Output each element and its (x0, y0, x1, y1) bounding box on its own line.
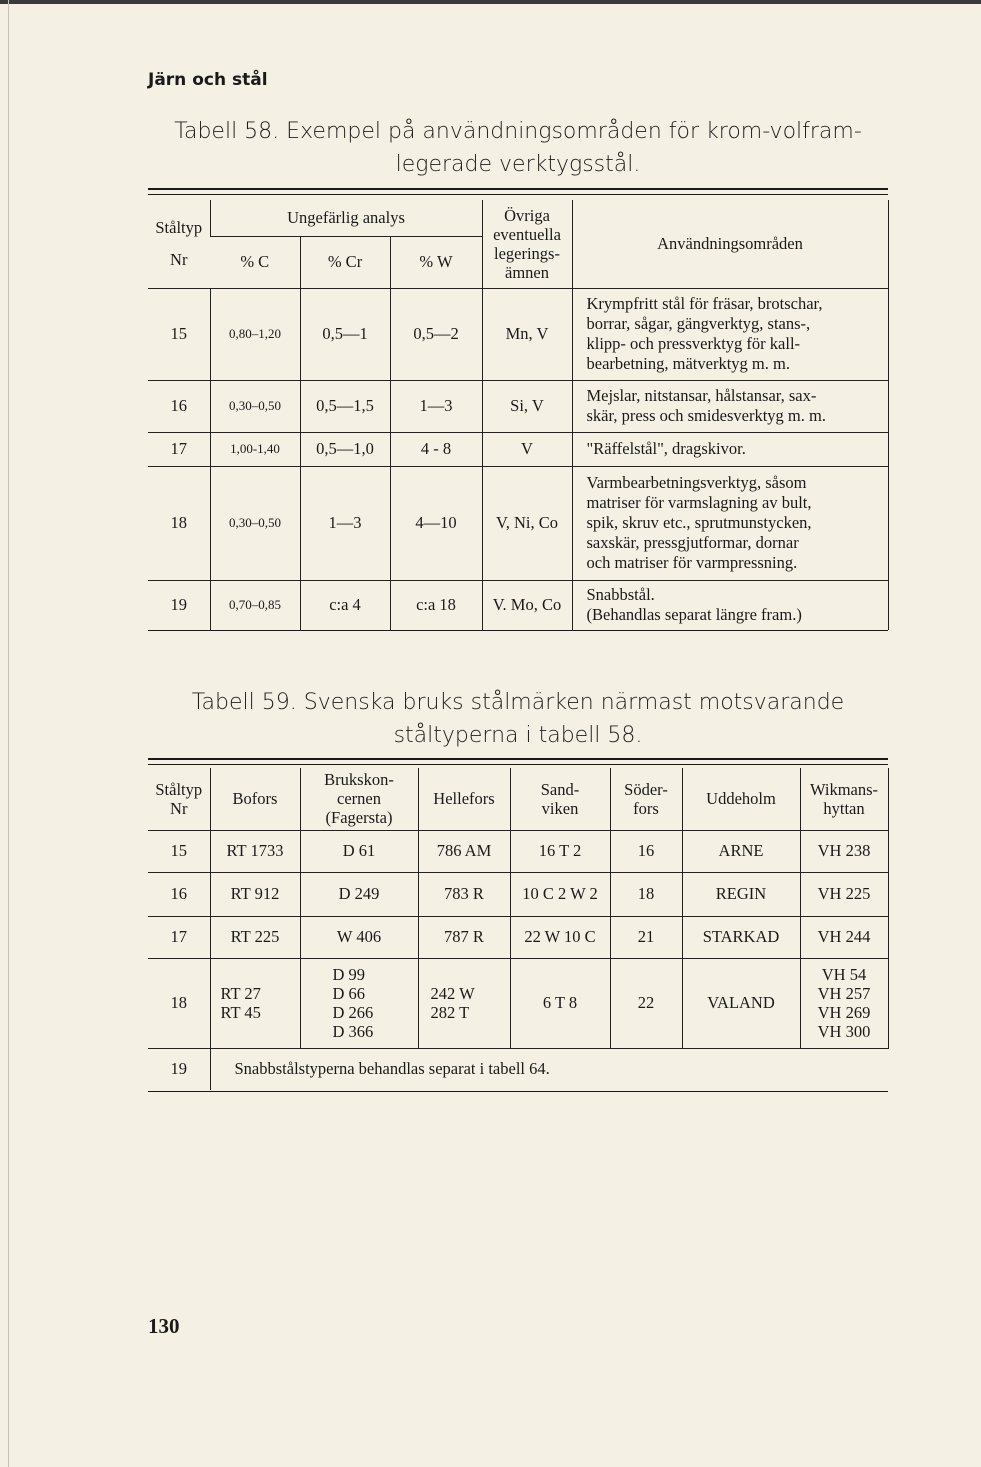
cell-bofors (210, 958, 300, 1048)
table59-caption-line2: ståltyperna i tabell 58. (393, 723, 643, 748)
cell-cr: 0,5—1 (300, 288, 390, 380)
cell-bofors: RT 225 (210, 916, 300, 958)
cell-line: VH 257 (817, 984, 871, 1003)
header-wikmanshyttan-line2: hyttan (823, 798, 865, 818)
cell-uses (572, 466, 888, 580)
cell-other: V, Ni, Co (482, 466, 572, 580)
cell-bofors: RT 912 (210, 872, 300, 916)
table59-row-17 (148, 916, 888, 958)
cell-uses (572, 432, 888, 466)
table59-bottom-rule (148, 1091, 888, 1092)
cell-sandviken: 10 C 2 W 2 (510, 872, 610, 916)
cell-line: RT 27 (220, 984, 261, 1003)
cell-fagersta: W 406 (300, 916, 418, 958)
cell-uddeholm: ARNE (682, 830, 800, 872)
use-line: saxskär, pressgjutformar, dornar (586, 533, 799, 552)
cell-line: 282 T (430, 1003, 470, 1022)
table59-top-rule (148, 758, 888, 760)
cell-other: V (482, 432, 572, 466)
cell-sandviken: 16 T 2 (510, 830, 610, 872)
cell-nr: 15 (148, 288, 210, 380)
use-line: och matriser för varmpressning. (586, 553, 798, 572)
table59-row-19 (148, 1048, 888, 1090)
cell-w: 0,5—2 (390, 288, 482, 380)
header-staltyp-line1: Ståltyp (155, 779, 203, 799)
table59-top-rule-thin (148, 764, 888, 765)
cell-c: 1,00-1,40 (210, 432, 300, 466)
cell-fagersta (300, 958, 418, 1048)
header-staltyp-line2: Nr (170, 249, 188, 269)
table59-row-18 (148, 958, 888, 1048)
header-uses: Användningsområden (572, 200, 888, 288)
cell-nr: 15 (148, 830, 210, 872)
cell-w: 4 - 8 (390, 432, 482, 466)
page-number: 130 (148, 1314, 180, 1338)
cell-soderfors: 22 (610, 958, 682, 1048)
cell-uses (572, 380, 888, 432)
header-soderfors-line1: Söder- (624, 779, 668, 799)
cell-nr: 16 (148, 380, 210, 432)
cell-soderfors: 16 (610, 830, 682, 872)
use-line: matriser för varmslagning av bult, (586, 493, 812, 512)
header-uddeholm: Uddeholm (682, 768, 800, 830)
cell-wikmanshyttan (800, 958, 888, 1048)
header-cr: % Cr (300, 236, 390, 288)
cell-w: 4—10 (390, 466, 482, 580)
table58-top-rule (148, 188, 888, 190)
cell-line: RT 45 (220, 1003, 261, 1022)
cell-c: 0,70–0,85 (210, 580, 300, 630)
cell-w: 1—3 (390, 380, 482, 432)
cell-other: Si, V (482, 380, 572, 432)
cell-nr: 17 (148, 432, 210, 466)
use-line: klipp- och pressverktyg för kall- (586, 334, 801, 353)
cell-line: D 266 (332, 1003, 374, 1022)
header-sandviken (510, 768, 610, 830)
table58-row-18 (148, 466, 888, 580)
cell-cr: 1—3 (300, 466, 390, 580)
use-line: skär, press och smidesverktyg m. m. (586, 406, 826, 425)
cell-line: VH 300 (817, 1022, 871, 1041)
cell-nr: 16 (148, 872, 210, 916)
header-fagersta (300, 768, 418, 830)
table58-caption-line1: Tabell 58. Exempel på användningsområden för krom-volfram- (174, 119, 862, 144)
cell-cr: 0,5—1,0 (300, 432, 390, 466)
table59-row-16 (148, 872, 888, 916)
table58-row-15 (148, 288, 888, 380)
cell-line: D 66 (332, 984, 366, 1003)
table59-caption (148, 686, 888, 752)
header-staltyp-line2: Nr (170, 798, 188, 818)
header-hellefors: Hellefors (418, 768, 510, 830)
cell-hellefors: 787 R (418, 916, 510, 958)
cell-uses (572, 580, 888, 630)
cell-nr: 18 (148, 466, 210, 580)
use-line: (Behandlas separat längre fram.) (586, 605, 802, 625)
cell-uddeholm: VALAND (682, 958, 800, 1048)
cell-wikmanshyttan: VH 244 (800, 916, 888, 958)
use-line: Mejslar, nitstansar, hålstansar, sax- (586, 386, 817, 405)
header-sandviken-line1: Sand- (540, 779, 580, 799)
header-fagersta-line2: cernen (337, 789, 381, 809)
header-c: % C (240, 252, 270, 271)
cell-cr: c:a 4 (300, 580, 390, 630)
cell-bofors: RT 1733 (210, 830, 300, 872)
cell-sandviken: 22 W 10 C (510, 916, 610, 958)
header-sandviken-line2: viken (541, 798, 579, 818)
table58-row-19 (148, 580, 888, 630)
cell-nr: 17 (148, 916, 210, 958)
cell-fagersta: D 61 (300, 830, 418, 872)
header-staltyp-line1: Ståltyp (155, 217, 203, 237)
cell-note: Snabbstålstyperna behandlas separat i tabell 64. (210, 1048, 888, 1090)
header-staltyp (148, 768, 210, 830)
table59 (148, 768, 889, 1090)
cell-fagersta: D 249 (300, 872, 418, 916)
header-other-line2: eventuella (493, 224, 561, 244)
cell-c: 0,30–0,50 (210, 380, 300, 432)
cell-hellefors: 783 R (418, 872, 510, 916)
table58-caption-line2: legerade verktygsstål. (395, 152, 641, 177)
header-wikmanshyttan-line1: Wikmans- (809, 779, 879, 799)
use-line: Varmbearbetningsverktyg, såsom (586, 473, 807, 492)
cell-other: Mn, V (482, 288, 572, 380)
table59-caption-line1: Tabell 59. Svenska bruks stålmärken närmast motsvarande (191, 690, 845, 715)
table58-caption (148, 115, 888, 181)
cell-soderfors: 18 (610, 872, 682, 916)
table59-header-row (148, 768, 888, 830)
header-soderfors (610, 768, 682, 830)
use-line: Snabbstål. (586, 585, 655, 605)
header-other-elements (482, 200, 572, 288)
cell-nr: 18 (148, 958, 210, 1048)
use-line: Krympfritt stål för fräsar, brotschar, (586, 294, 823, 313)
cell-nr: 19 (148, 580, 210, 630)
cell-wikmanshyttan: VH 238 (800, 830, 888, 872)
table58-bottom-rule (148, 630, 888, 631)
header-fagersta-line1: Brukskon- (324, 770, 394, 790)
cell-line: VH 54 (821, 965, 867, 984)
header-wikmanshyttan (800, 768, 888, 830)
cell-uses (572, 288, 888, 380)
header-w: % W (390, 236, 482, 288)
header-other-line3: legerings- (494, 243, 560, 263)
cell-wikmanshyttan: VH 225 (800, 872, 888, 916)
cell-line: 242 W (430, 984, 475, 1003)
cell-uddeholm: REGIN (682, 872, 800, 916)
header-analysis-group: Ungefärlig analys (210, 200, 482, 236)
header-staltyp (148, 200, 210, 288)
table58-row-17 (148, 432, 888, 466)
cell-hellefors: 786 AM (418, 830, 510, 872)
page-scan-edge (8, 0, 9, 1467)
cell-sandviken: 6 T 8 (510, 958, 610, 1048)
use-line: "Räffelstål", dragskivor. (586, 439, 746, 458)
cell-line: D 366 (332, 1022, 374, 1041)
use-line: borrar, sågar, gängverktyg, stans-, (586, 314, 811, 333)
cell-other: V. Mo, Co (482, 580, 572, 630)
cell-line: D 99 (332, 965, 366, 984)
table58 (148, 200, 889, 630)
cell-c: 0,30–0,50 (210, 466, 300, 580)
table59-row-15 (148, 830, 888, 872)
table58-top-rule-thin (148, 194, 888, 195)
use-line: bearbetning, mätverktyg m. m. (586, 354, 790, 373)
header-other-line1: Övriga (504, 205, 550, 225)
cell-cr: 0,5—1,5 (300, 380, 390, 432)
cell-line: VH 269 (817, 1003, 871, 1022)
cell-nr: 19 (148, 1048, 210, 1090)
use-line: spik, skruv etc., sprutmunstycken, (586, 513, 812, 532)
cell-c: 0,80–1,20 (210, 288, 300, 380)
page-top-border (0, 0, 981, 4)
cell-hellefors (418, 958, 510, 1048)
running-header: Järn och stål (148, 70, 268, 90)
cell-w: c:a 18 (390, 580, 482, 630)
cell-soderfors: 21 (610, 916, 682, 958)
header-fagersta-line3: (Fagersta) (325, 808, 393, 828)
header-other-line4: ämnen (505, 262, 549, 282)
table58-row-16 (148, 380, 888, 432)
header-soderfors-line2: fors (633, 798, 659, 818)
cell-uddeholm: STARKAD (682, 916, 800, 958)
header-bofors: Bofors (210, 768, 300, 830)
